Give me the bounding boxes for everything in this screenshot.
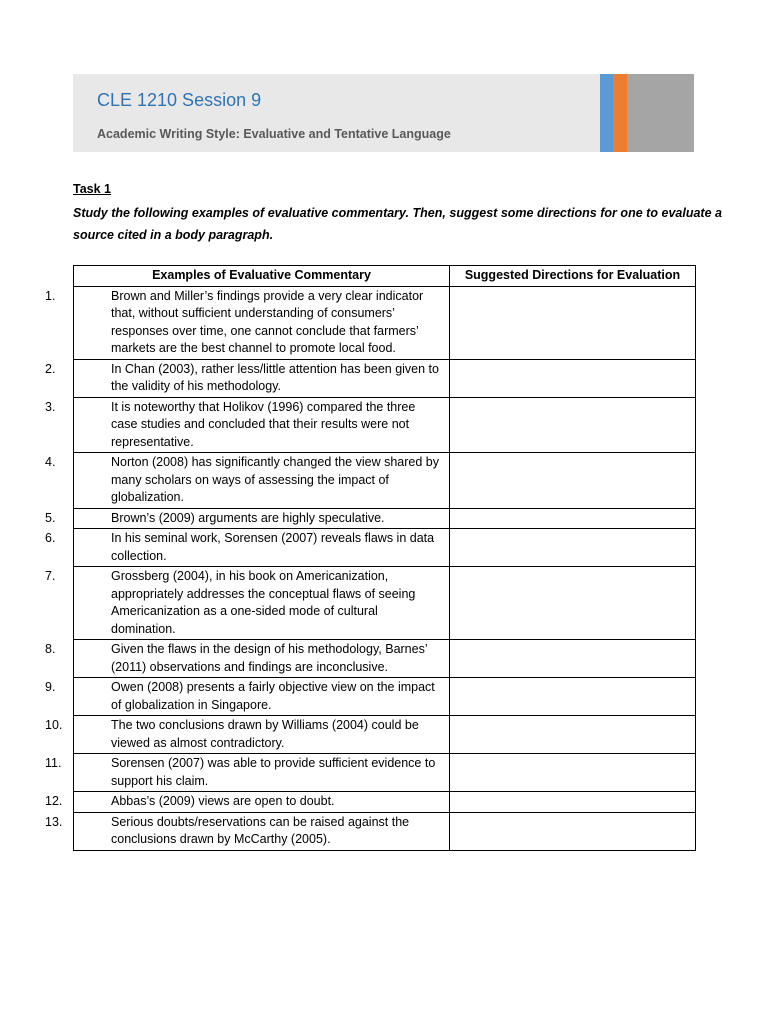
table-row — [74, 508, 696, 529]
row-number: 7. — [45, 569, 56, 583]
direction-input-cell[interactable] — [450, 508, 696, 529]
commentary-entry — [45, 793, 445, 811]
direction-input-cell[interactable] — [450, 754, 696, 792]
commentary-cell — [45, 754, 450, 792]
row-number: 13. — [45, 814, 63, 829]
table-row — [74, 716, 696, 754]
table-row — [74, 286, 696, 359]
document-title: CLE 1210 Session 9 — [97, 90, 262, 110]
commentary-cell — [45, 453, 450, 509]
table-row — [74, 754, 696, 792]
commentary-cell — [45, 678, 450, 716]
commentary-cell — [45, 286, 450, 359]
row-number: 6. — [45, 531, 56, 545]
commentary-text: The two conclusions drawn by Williams (2004) could be viewed as almost contradictory. — [111, 718, 419, 750]
table-row — [74, 567, 696, 640]
table-row — [74, 453, 696, 509]
direction-input-cell[interactable] — [450, 359, 696, 397]
commentary-entry — [45, 530, 445, 565]
row-number: 1. — [45, 288, 56, 303]
table-row — [74, 359, 696, 397]
column-header-examples: Examples of Evaluative Commentary — [74, 266, 450, 287]
commentary-entry — [45, 717, 445, 752]
commentary-entry — [45, 755, 445, 790]
commentary-text: Brown and Miller’s findings provide a very clear indicator that, without sufficient understanding of consumers’ responses over time, one cannot conclude that farmers’ markets are the best channel to promote local food. — [111, 288, 424, 355]
row-number: 9. — [45, 680, 56, 694]
document-subtitle: Academic Writing Style: Evaluative and Tentative Language — [97, 127, 451, 141]
column-header-directions: Suggested Directions for Evaluation — [450, 266, 696, 287]
accent-stripe-orange — [613, 74, 627, 152]
task-heading: Task 1 — [73, 182, 111, 196]
commentary-text: It is noteworthy that Holikov (1996) compared the three case studies and concluded that their results were not representative. — [111, 399, 416, 449]
row-number: 8. — [45, 642, 56, 656]
direction-input-cell[interactable] — [450, 640, 696, 678]
table-row — [74, 397, 696, 453]
direction-input-cell[interactable] — [450, 453, 696, 509]
row-number: 5. — [45, 510, 56, 525]
commentary-text: Serious doubts/reservations can be raised against the conclusions drawn by McCarthy (2005). — [111, 814, 410, 846]
direction-input-cell[interactable] — [450, 286, 696, 359]
commentary-text: Sorensen (2007) was able to provide sufficient evidence to support his claim. — [111, 756, 436, 788]
row-number: 11. — [45, 756, 62, 770]
table-header-row — [74, 266, 696, 287]
commentary-entry — [45, 361, 445, 396]
commentary-cell — [45, 529, 450, 567]
commentary-cell — [45, 567, 450, 640]
commentary-entry — [45, 814, 445, 849]
commentary-cell — [45, 812, 450, 850]
commentary-cell — [45, 359, 450, 397]
commentary-text: In his seminal work, Sorensen (2007) reveals flaws in data collection. — [111, 531, 435, 563]
accent-stripe-gray — [627, 74, 694, 152]
direction-input-cell[interactable] — [450, 792, 696, 813]
commentary-entry — [45, 679, 445, 714]
commentary-cell — [45, 508, 450, 529]
table-row — [74, 640, 696, 678]
commentary-cell — [45, 716, 450, 754]
evaluative-commentary-table — [45, 265, 696, 851]
table-row — [74, 812, 696, 850]
direction-input-cell[interactable] — [450, 397, 696, 453]
row-number: 3. — [45, 399, 56, 414]
row-number: 2. — [45, 361, 56, 376]
commentary-entry — [45, 568, 445, 638]
row-number: 10. — [45, 718, 63, 732]
row-number: 12. — [45, 794, 63, 808]
commentary-cell — [45, 640, 450, 678]
commentary-cell — [45, 397, 450, 453]
commentary-text: Owen (2008) presents a fairly objective view on the impact of globalization in Singapore. — [111, 680, 435, 712]
direction-input-cell[interactable] — [450, 567, 696, 640]
commentary-entry — [45, 454, 445, 507]
commentary-entry — [45, 641, 445, 676]
commentary-entry — [45, 288, 445, 358]
direction-input-cell[interactable] — [450, 678, 696, 716]
direction-input-cell[interactable] — [450, 529, 696, 567]
table-row — [74, 529, 696, 567]
commentary-text: Brown’s (2009) arguments are highly speculative. — [111, 510, 385, 525]
commentary-text: Norton (2008) has significantly changed the view shared by many scholars on ways of assessing the impact of globalization. — [111, 455, 439, 504]
commentary-text: Grossberg (2004), in his book on Americanization, appropriately addresses the conceptual flaws of seeing Americanization as a one-sided mode of cultural domination. — [111, 569, 416, 636]
direction-input-cell[interactable] — [450, 716, 696, 754]
commentary-text: Abbas’s (2009) views are open to doubt. — [111, 794, 335, 808]
direction-input-cell[interactable] — [450, 812, 696, 850]
commentary-entry — [45, 399, 445, 452]
table-row — [74, 792, 696, 813]
task-instruction: Study the following examples of evaluative commentary. Then, suggest some directions for one to evaluate a source cited in a body paragraph. — [73, 206, 722, 242]
row-number: 4. — [45, 455, 56, 469]
commentary-entry — [45, 510, 445, 528]
commentary-text: Given the flaws in the design of his methodology, Barnes’ (2011) observations and findings are inconclusive. — [111, 642, 428, 674]
table-row — [74, 678, 696, 716]
commentary-text: In Chan (2003), rather less/little attention has been given to the validity of his methodology. — [111, 361, 439, 393]
accent-stripe-blue — [600, 74, 613, 152]
commentary-cell — [45, 792, 450, 813]
